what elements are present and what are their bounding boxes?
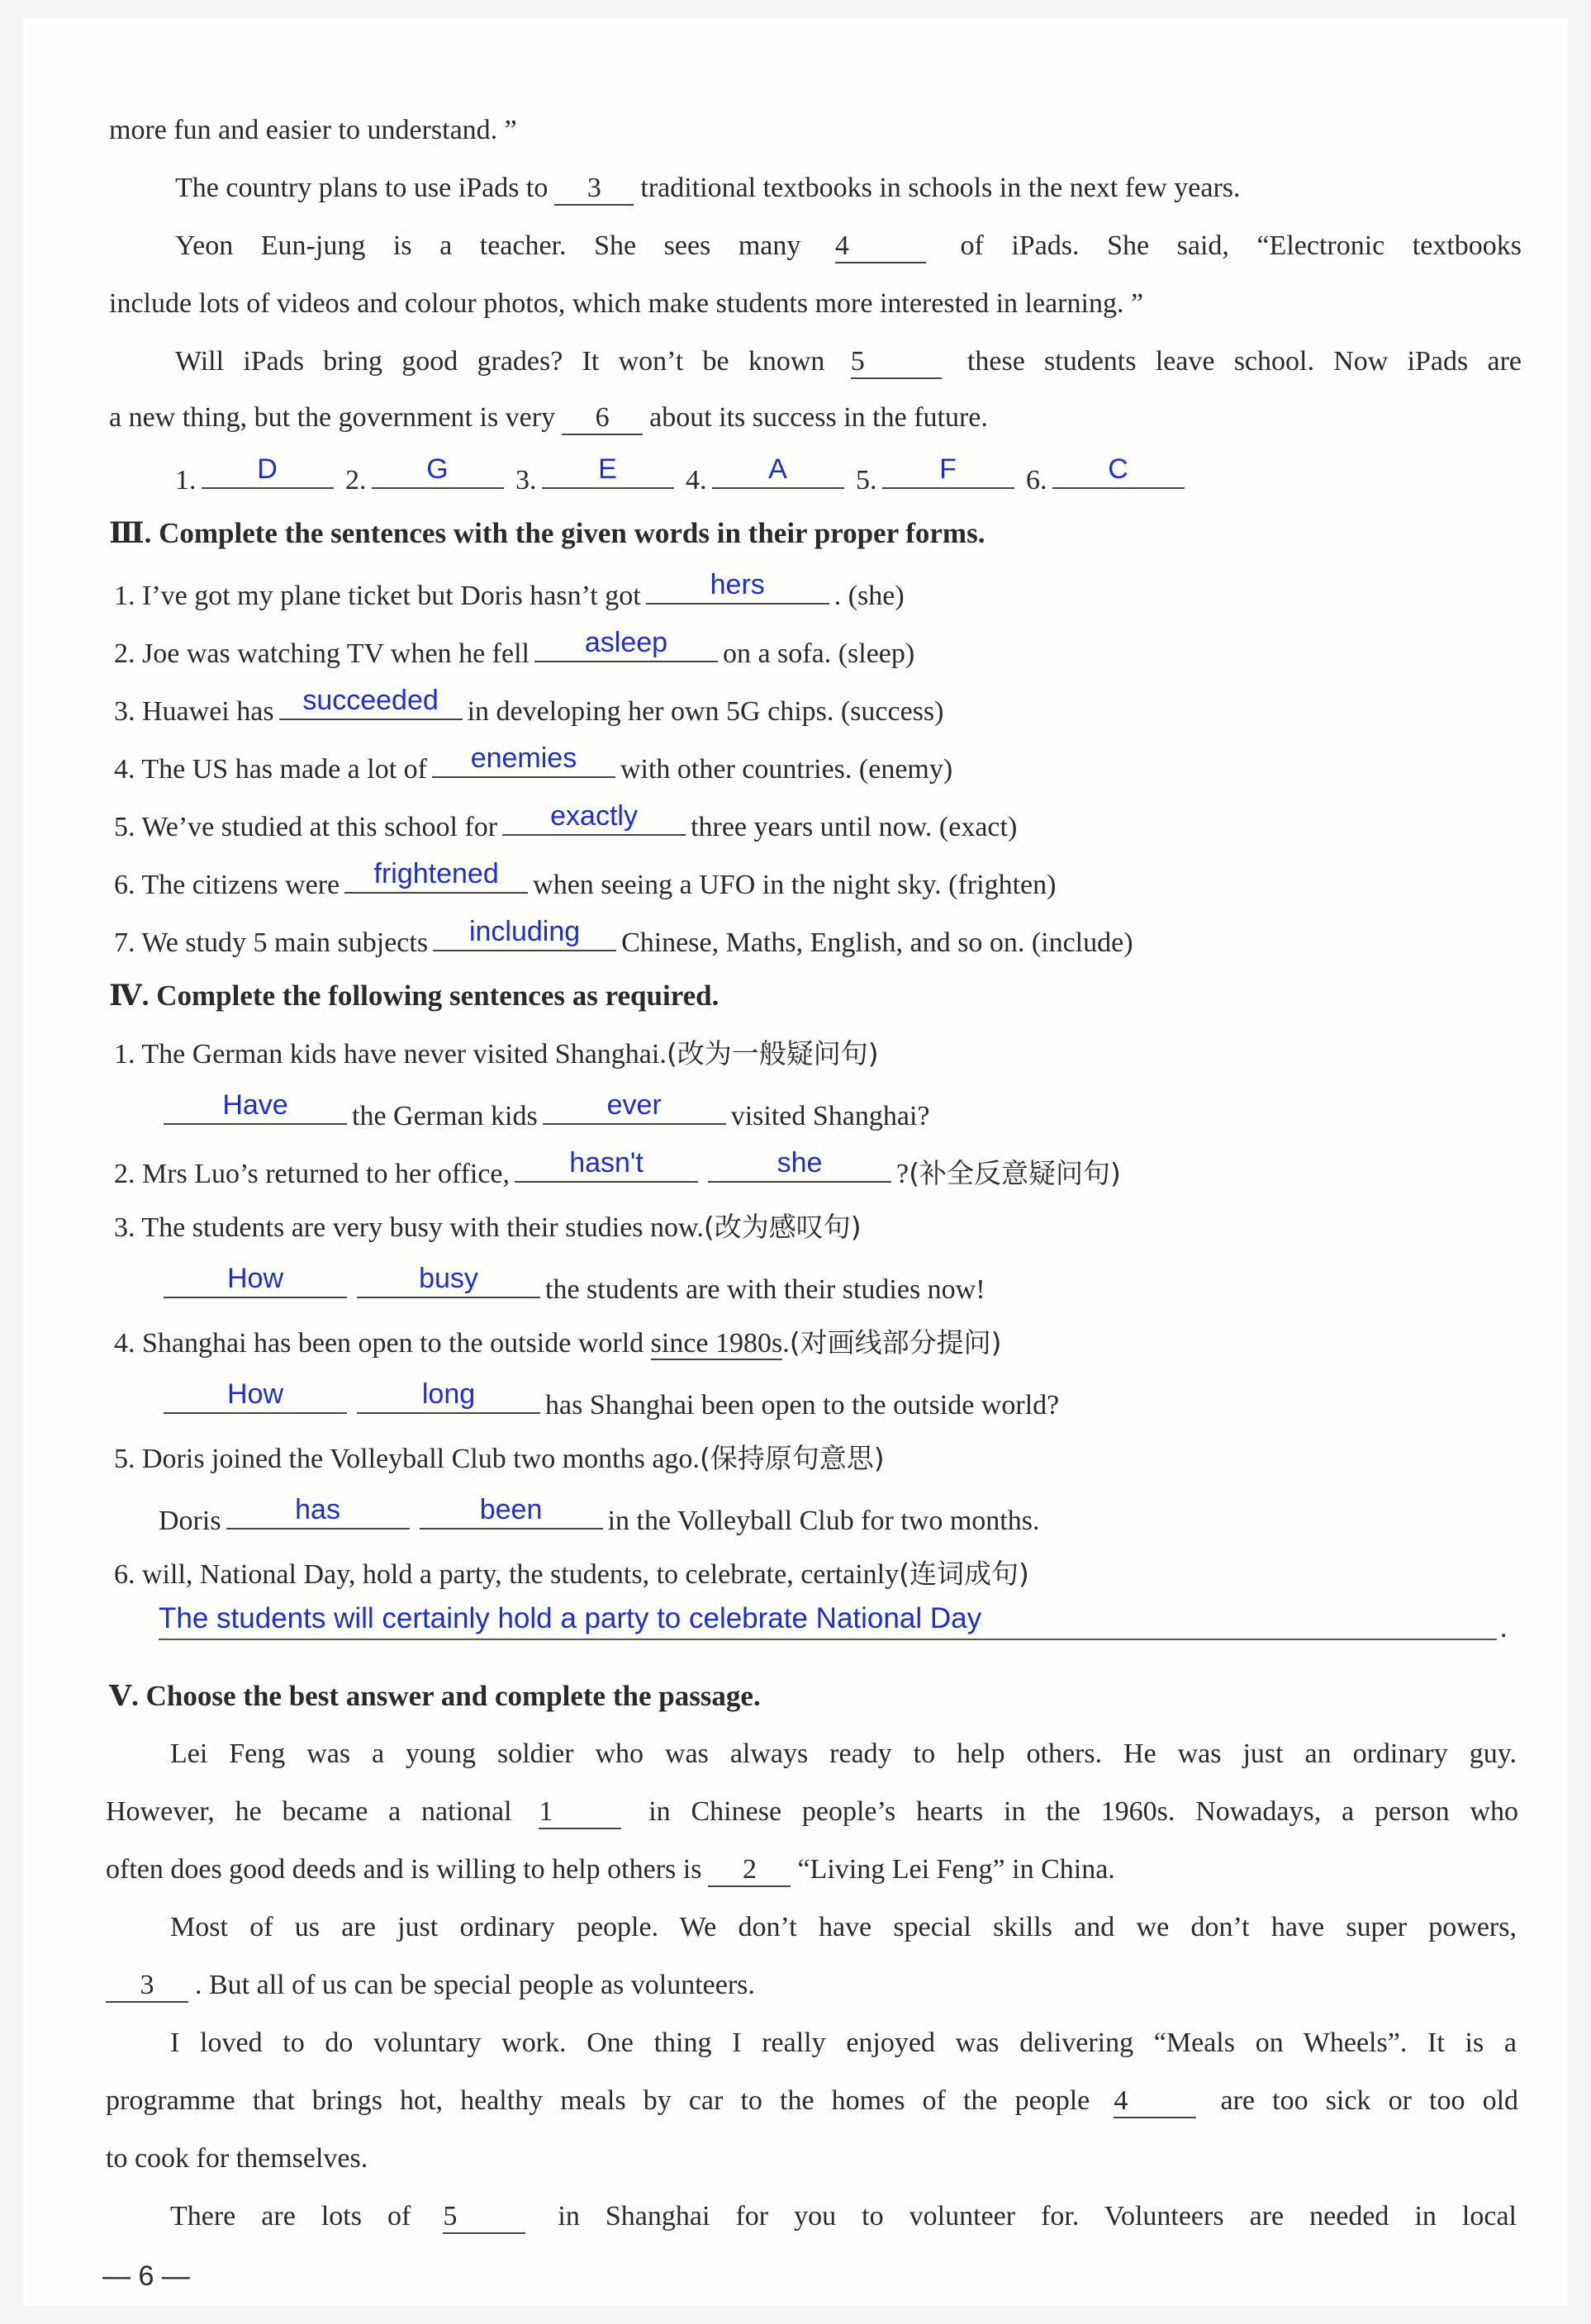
answer-blank[interactable]: hers	[646, 573, 829, 605]
exercise-item: 4. The US has made a lot of enemies with other countries. (enemy)	[114, 742, 953, 785]
exercise-item: 1. The German kids have never visited Shanghai.(改为一般疑问句)	[114, 1037, 879, 1070]
answer-blank[interactable]: F	[882, 458, 1014, 489]
full-sentence-answer[interactable]: The students will certainly hold a party to celebrate National Day	[159, 1602, 982, 1634]
passage-line: There are lots of 5 in Shanghai for you to volunteer for. Volunteers are needed in local	[170, 2198, 1517, 2235]
numbered-blank: 1	[539, 1796, 621, 1829]
answer-blank[interactable]: C	[1052, 458, 1185, 489]
section-heading: Ⅴ. Choose the best answer and complete the passage.	[109, 1680, 761, 1712]
answer-blank[interactable]: exactly	[502, 804, 686, 836]
passage-line: a new thing, but the government is very 6 about its success in the future.	[109, 400, 988, 436]
answer-blank[interactable]: long	[357, 1383, 540, 1414]
passage-line: often does good deeds and is willing to help others is 2 “Living Lei Feng” in China.	[106, 1852, 1115, 1888]
numbered-blank: 6	[562, 402, 643, 435]
numbered-blank: 4	[1114, 2085, 1196, 2118]
answer-blank[interactable]: E	[542, 458, 674, 489]
answer-blank[interactable]: including	[433, 920, 616, 951]
answer-blank[interactable]: ever	[543, 1093, 726, 1125]
passage-line: The country plans to use iPads to 3 traditional textbooks in schools in the next few years.	[175, 170, 1456, 206]
answer-blank[interactable]: hasn't	[515, 1151, 698, 1183]
exercise-item: 1. I’ve got my plane ticket but Doris hasn’t got hers . (she)	[114, 569, 905, 611]
workbook-page	[23, 18, 1568, 2306]
passage-line: 3 . But all of us can be special people as volunteers.	[106, 1967, 755, 2004]
passage-line: programme that brings hot, healthy meals by car to the homes of the people 4 are too sick or too old	[106, 2083, 1518, 2119]
answer-blank[interactable]: has	[226, 1498, 410, 1530]
section-heading: Ⅳ. Complete the following sentences as required.	[109, 979, 720, 1012]
exercise-item: 5. We’ve studied at this school for exactly three years until now. (exact)	[114, 800, 1018, 842]
passage-line: include lots of videos and colour photos, which make students more interested in learning. ”	[109, 288, 1144, 319]
answer-blank[interactable]: asleep	[534, 631, 718, 662]
exercise-item: 3. Huawei has succeeded in developing her own 5G chips. (success)	[114, 685, 944, 727]
answer-blank[interactable]: been	[420, 1498, 603, 1530]
exercise-item: 5. Doris joined the Volleyball Club two months ago.(保持原句意思)	[114, 1442, 885, 1474]
answer-blank[interactable]: How	[164, 1267, 347, 1298]
exercise-answer-line: How long has Shanghai been open to the outside world?	[159, 1383, 1059, 1424]
page-number: — 6 —	[102, 2260, 190, 2292]
answer-blank[interactable]: G	[372, 458, 504, 489]
answer-blank[interactable]: busy	[357, 1267, 540, 1298]
passage-line: Lei Feng was a young soldier who was always ready to help others. He was just an ordinary guy.	[170, 1738, 1517, 1769]
answer-blank[interactable]: frightened	[344, 862, 528, 894]
answer-blank[interactable]: succeeded	[279, 689, 463, 720]
answer-blank[interactable]: D	[202, 458, 334, 489]
exercise-item: 6. will, National Day, hold a party, the students, to celebrate, certainly(连词成句)	[114, 1558, 1029, 1590]
answer-blank[interactable]: Have	[164, 1093, 347, 1125]
numbered-blank: 5	[443, 2201, 525, 2234]
answer-blank[interactable]: she	[708, 1151, 891, 1183]
exercise-item: 2. Joe was watching TV when he fell asleep on a sofa. (sleep)	[114, 627, 915, 669]
passage-line: more fun and easier to understand. ”	[109, 115, 517, 145]
passage-line: Will iPads bring good grades? It won’t be known 5 these students leave school. Now iPads are	[175, 344, 1522, 380]
answer-blank[interactable]: A	[712, 458, 844, 489]
passage-line: However, he became a national 1 in Chinese people’s hearts in the 1960s. Nowadays, a person who	[106, 1794, 1518, 1830]
passage-line: to cook for themselves.	[106, 2143, 368, 2174]
passage-line: I loved to do voluntary work. One thing I really enjoyed was delivering “Meals on Wheels”. It is a	[170, 2028, 1517, 2058]
answer-row: 1. D 2. G 3. E 4. A 5. F 6. C	[175, 458, 1190, 499]
underlined-phrase: since 1980s	[650, 1328, 783, 1359]
numbered-blank: 3	[554, 173, 634, 206]
section-heading: Ⅲ. Complete the sentences with the given words in their proper forms.	[109, 517, 985, 549]
sentence-period: .	[1500, 1613, 1508, 1643]
exercise-answer-line: Doris has been in the Volleyball Club for two months.	[159, 1494, 1040, 1536]
exercise-item: 3. The students are very busy with their studies now.(改为感叹句)	[114, 1211, 862, 1243]
exercise-item: 7. We study 5 main subjects including Chinese, Maths, English, and so on. (include)	[114, 916, 1133, 958]
answer-line	[159, 1639, 1497, 1640]
passage-line: Most of us are just ordinary people. We don’t have special skills and we don’t have super powers,	[170, 1912, 1517, 1942]
answer-blank[interactable]: enemies	[432, 747, 615, 778]
numbered-blank: 3	[106, 1970, 188, 2003]
exercise-answer-line: How busy the students are with their studies now!	[159, 1267, 985, 1308]
answer-blank[interactable]: How	[164, 1383, 347, 1414]
exercise-answer-line: Have the German kids ever visited Shanghai?	[159, 1093, 930, 1135]
exercise-item: 2. Mrs Luo’s returned to her office, hasn't she ?(补全反意疑问句)	[114, 1147, 1121, 1189]
numbered-blank: 5	[851, 346, 942, 379]
exercise-item: 6. The citizens were frightened when seeing a UFO in the night sky. (frighten)	[114, 858, 1057, 900]
numbered-blank: 4	[835, 230, 926, 263]
numbered-blank: 2	[708, 1854, 791, 1887]
exercise-item: 4. Shanghai has been open to the outside world since 1980s.(对画线部分提问)	[114, 1326, 1002, 1359]
passage-line: Yeon Eun-jung is a teacher. She sees many 4 of iPads. She said, “Electronic textbooks	[175, 228, 1522, 264]
